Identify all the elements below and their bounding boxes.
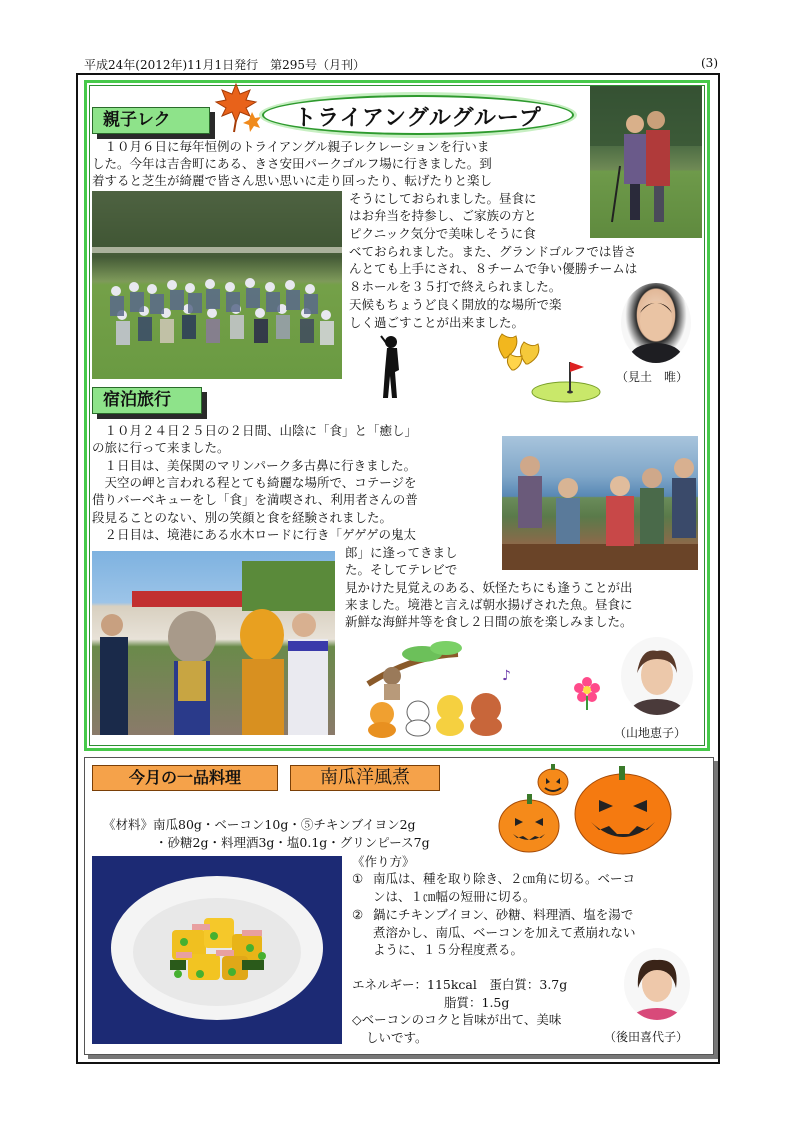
golf-flag-icon	[528, 358, 608, 404]
tab-monthly-dish: 今月の一品料理	[92, 765, 278, 791]
trip-seaside-photo	[502, 436, 698, 570]
article2-line-8: 郎」に逢ってきまし	[345, 545, 458, 560]
group-title-oval	[262, 95, 574, 135]
note-line-2: しいです。	[366, 1030, 428, 1045]
maple-leaf-icon	[214, 82, 264, 138]
article1-line-5: はお弁当を持参し、ご家族の方と	[349, 208, 537, 223]
group-title: トライアングルグループ	[294, 106, 542, 131]
article1-line-1: １０月６日に毎年恒例のトライアングル親子レクレーションを行いま	[92, 139, 490, 154]
step1-line-2: ンは、１㎝幅の短冊に切る。	[373, 889, 536, 904]
author-mitsuchi: （見土 唯）	[616, 370, 689, 384]
article1-line-4: そうにしておられました。昼食に	[349, 191, 537, 206]
portrait-yamaji	[621, 637, 693, 715]
author-yamaji: （山地恵子）	[614, 726, 687, 740]
kitaro-road-photo	[92, 551, 335, 735]
article1-line-2: した。今年は吉舎町にある、きさ安田パークゴルフ場に行きました。到	[92, 156, 492, 171]
tab-oyako-rec: 親子レク	[92, 107, 210, 134]
article2-line-6: 段見ることのない、別の笑顔と食を経験されました。	[92, 510, 393, 525]
article2-line-4: 天空の岬と言われる程とても綺麗な場所で、コテージを	[92, 475, 417, 490]
article2-line-2: の旅に行って来ました。	[92, 440, 230, 455]
step2-number: ②	[352, 907, 364, 922]
article1-line-6: ピクニック気分で美味しそうに食	[349, 226, 536, 241]
energy-line: エネルギー：115kcal 蛋白質：3.7g	[352, 977, 568, 992]
article1-line-10: 天候もちょうど良く開放的な場所で楽	[349, 297, 562, 312]
article1-line-11: しく過ごすことが出来ました。	[349, 315, 525, 330]
ingredients-line-2: ・砂糖2g・料理酒3g・塩0.1g・グリンピース7g	[155, 835, 430, 850]
note-line-1: ◇ベーコンのコクと旨味が出て、美味	[352, 1012, 562, 1027]
portrait-mitsuchi	[621, 283, 691, 363]
golfer-silhouette-icon	[373, 334, 411, 400]
golf-photo	[590, 86, 702, 238]
article2-line-5: 借りバーベキューをし「食」を満喫され、利用者さんの普	[92, 492, 418, 507]
portrait-ushiroda	[624, 948, 690, 1020]
method-title: 《作り方》	[352, 854, 415, 869]
article2-line-11: 来ました。境港と言えば朝水揚げされた魚。昼食に	[345, 597, 633, 612]
dish-name: 南瓜洋風煮	[290, 765, 440, 791]
step2-line-1: 鍋にチキンブイヨン、砂糖、料理酒、塩を湯で	[373, 907, 634, 922]
author-ushiroda: （後田喜代子）	[604, 1030, 689, 1044]
article2-line-9: た。そしてテレビで	[345, 562, 458, 577]
article2-line-10: 見かけた見覚えのある、妖怪たちにも逢うことが出	[345, 580, 633, 595]
group-photo	[92, 191, 342, 379]
article1-line-9: ８ホールを３５打で終えられました。	[349, 279, 562, 294]
article2-line-7: ２日目は、境港にある水木ロードに行き「ゲゲゲの鬼太	[92, 527, 417, 542]
step2-line-2: 煮溶かし、南瓜、ベーコンを加えて煮崩れない	[373, 925, 636, 940]
page-header	[82, 56, 718, 72]
article2-line-3: １日目は、美保関のマリンパーク多古鼻に行きました。	[92, 458, 417, 473]
page-number: (3)	[701, 56, 718, 70]
flower-icon	[573, 676, 601, 710]
article2-line-1: １０月２４日２５日の２日間、山陰に「食」と「癒し」	[92, 423, 418, 438]
ingredients-line-1: 《材料》南瓜80g・ベーコン10g・⑤チキンブイヨン2g	[103, 817, 416, 832]
pumpkin-icon	[495, 760, 685, 860]
article1-line-3: 着すると芝生が綺麗で皆さん思い思いに走り回ったり、転げたりと楽し	[92, 173, 493, 188]
fat-line: 脂質：1.5g	[444, 995, 510, 1010]
svg-text:♪: ♪	[502, 668, 511, 684]
issue-line: 平成24年(2012年)11月1日発行 第295号（月刊）	[84, 58, 365, 72]
step1-line-1: 南瓜は、種を取り除き、２㎝角に切る。ベーコ	[373, 871, 636, 886]
tab-overnight-trip: 宿泊旅行	[92, 387, 202, 414]
step1-number: ①	[352, 871, 364, 886]
step2-line-3: ように、１５分程度煮る。	[373, 942, 524, 957]
dish-photo	[92, 856, 342, 1044]
article1-line-7: べておられました。また、グランドゴルフでは皆さ	[349, 244, 637, 259]
article2-line-12: 新鮮な海鮮丼等を食し２日間の旅を楽しみました。	[345, 614, 633, 629]
animals-illustration	[362, 636, 520, 738]
article1-line-8: んとても上手にされ、８チームで争い優勝チームは	[349, 261, 638, 276]
